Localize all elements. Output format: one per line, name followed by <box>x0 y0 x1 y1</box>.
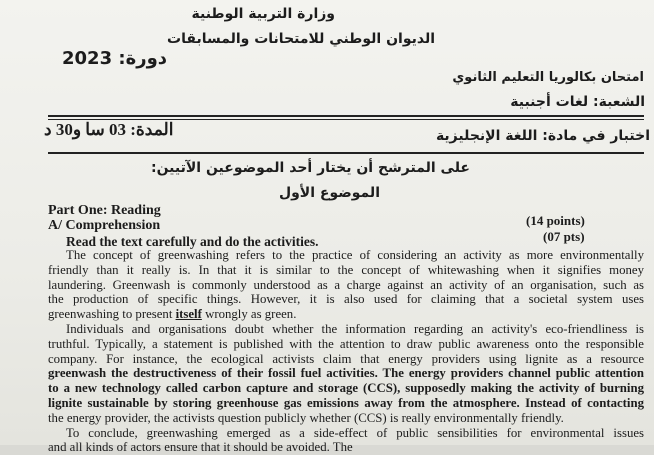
passage-line-text: wrongly as green. <box>201 307 297 322</box>
passage-line: lignite sustainable by storing greenhouse gas emissions away from the atmosphere. Instead of contacting <box>48 395 644 410</box>
passage-line: truthful. Typically, a statement is published with the attention to draw public awareness onto the responsible <box>48 336 644 351</box>
session-year: دورة: 2023 <box>62 48 167 69</box>
passage-line: To conclude, greenwashing emerged as a side-effect of public sensibilities for environmental issues <box>66 425 644 440</box>
passage-line: the energy provider, the activists question publicly whether (CCS) is really environmentally friendly. <box>48 410 564 425</box>
passage-line: greenwash the destructiveness of their fossil fuel activities. The energy providers channel public attention <box>48 366 644 381</box>
passage-line: laundering. Greenwash is commonly understood as a charge against an activity of an organisation, such as <box>48 277 644 292</box>
passage-line: company. For instance, the ecological activists claim that energy providers using lignite as a resource <box>48 351 644 366</box>
passage-line: The concept of greenwashing refers to the practice of considering an activity as more environmentally <box>66 248 644 262</box>
reading-passage <box>48 248 644 455</box>
ministry-name: وزارة التربية الوطنية <box>191 6 335 22</box>
passage-line: to a new technology called carbon capture and storage (CCS), supposedly making the activity of burning <box>48 381 644 396</box>
comprehension-heading: A/ Comprehension <box>48 218 161 233</box>
underlined-word: itself <box>175 307 202 322</box>
first-topic-heading: الموضوع الأول <box>278 185 380 201</box>
header-divider-top <box>48 115 644 117</box>
exam-office-name: الديوان الوطني للامتحانات والمسابقات <box>167 31 435 47</box>
passage-line: Individuals and organisations doubt whether the information regarding an activity's eco-friendliness is <box>66 321 644 336</box>
section-points: (07 pts) <box>543 229 585 244</box>
duration-label: المدة: 03 سا و30 د <box>44 120 174 139</box>
passage-line <box>48 307 644 322</box>
header-divider-bottom <box>48 152 644 154</box>
total-points: (14 points) <box>526 213 585 228</box>
choose-topic-instruction: على المترشح أن يختار أحد الموضوعين الآتيين: <box>150 160 470 176</box>
reading-directive: Read the text carefully and do the activities. <box>66 234 319 249</box>
passage-line: and all kinds of actors ensure that it should be avoided. The <box>48 440 353 455</box>
subject-label: اختبار في مادة: اللغة الإنجليزية <box>435 128 650 144</box>
exam-title: امتحان بكالوريا التعليم الثانوي <box>452 70 644 85</box>
passage-line: friendly than it really is. In that it is similar to the concept of whitewashing when it signifies money <box>48 262 644 277</box>
branch-label: الشعبة: لغات أجنبية <box>510 94 645 110</box>
part-one-title: Part One: Reading <box>48 203 161 218</box>
passage-line-text: greenwashing to present <box>48 307 176 322</box>
passage-line: the production of specific things. However, it is also used for claiming that a societal system uses <box>48 292 644 307</box>
